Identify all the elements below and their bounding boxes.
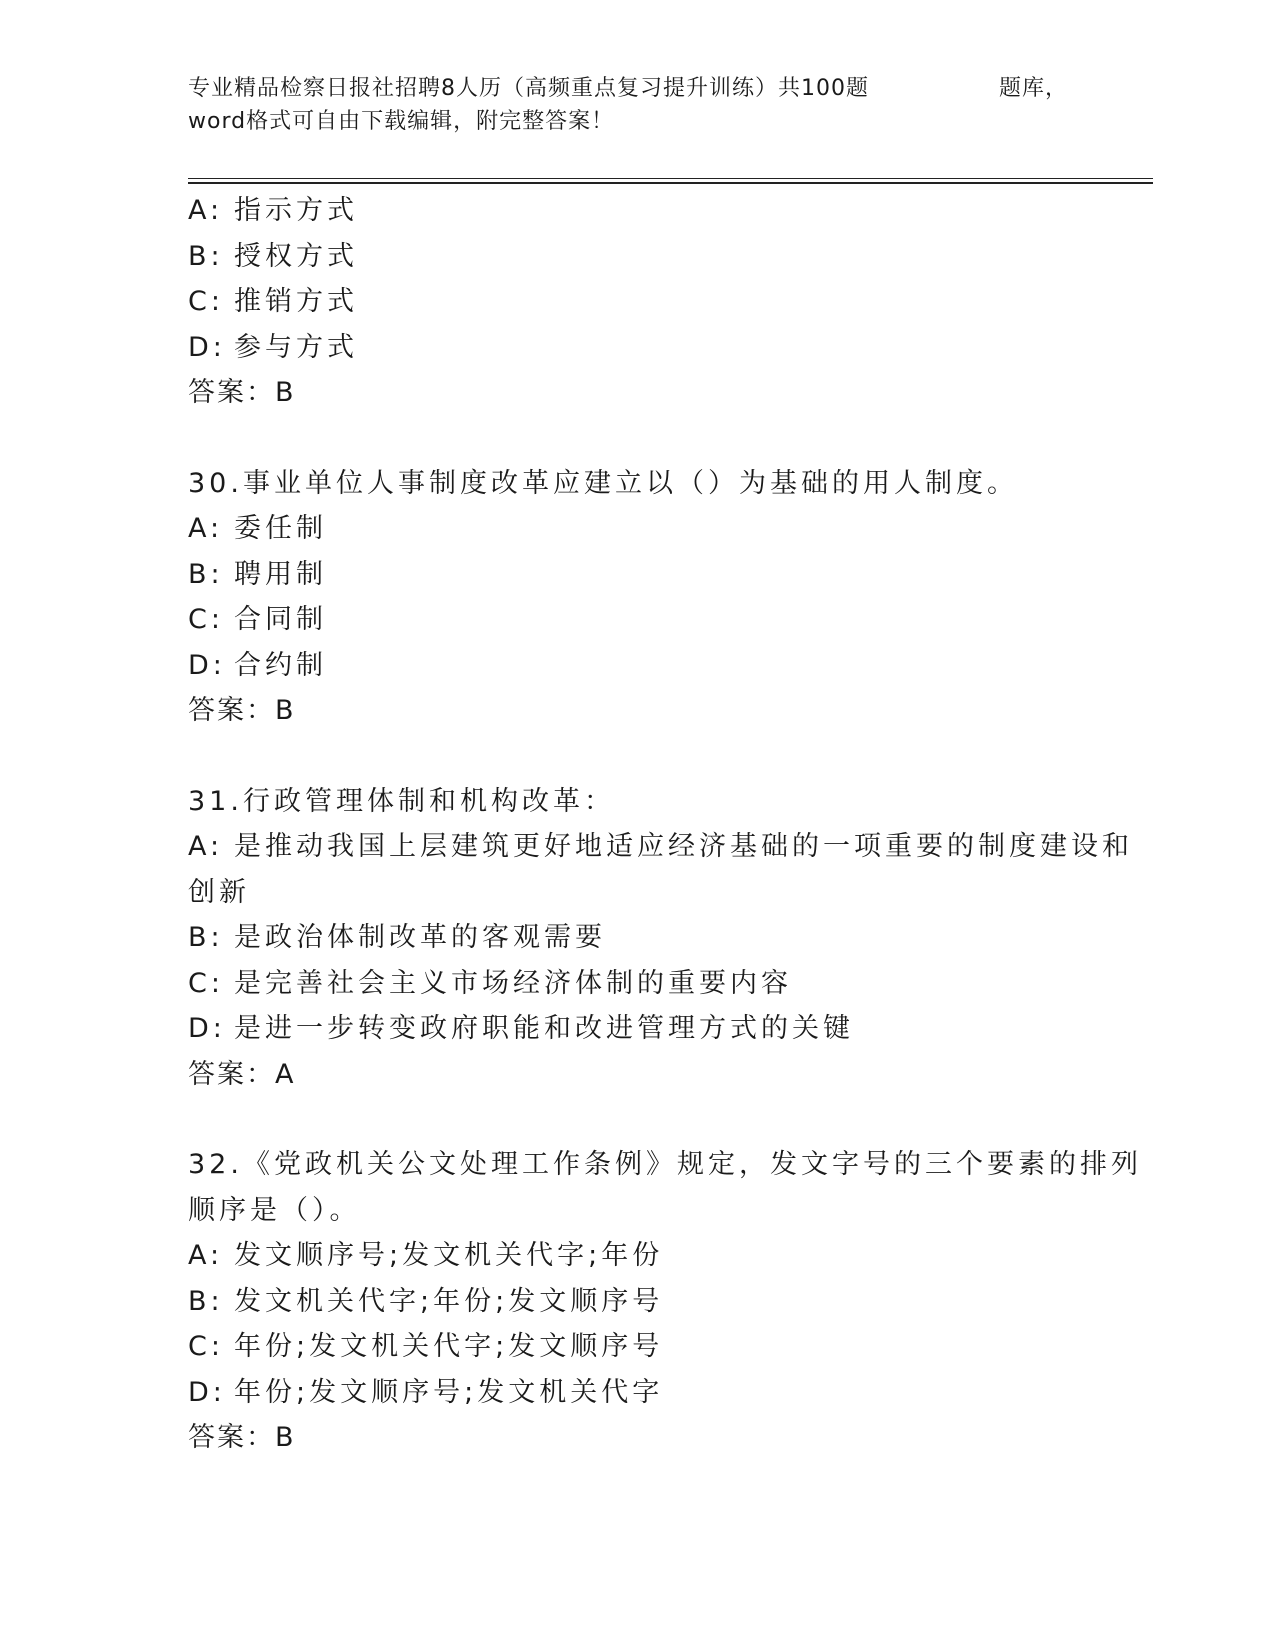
header-title-suffix: 题库， [998, 76, 1068, 101]
option-d: D: 是进一步转变政府职能和改进管理方式的关键 [188, 1013, 854, 1044]
question-stem: 30.事业单位人事制度改革应建立以（）为基础的用人制度。 [188, 467, 1018, 499]
option-a: A: 委任制 [188, 513, 327, 544]
option-c: C: 年份;发文机关代字;发文顺序号 [188, 1331, 664, 1362]
question-content [188, 188, 1142, 1461]
option-a: A: 是推动我国上层建筑更好地适应经济基础的一项重要的制度建设和 [188, 831, 1133, 862]
answer: 答案：B [188, 695, 296, 726]
header-divider-thick [188, 182, 1153, 184]
page-header [188, 72, 1068, 138]
header-divider-thin [188, 178, 1153, 179]
question-stem: 31.行政管理体制和机构改革： [188, 785, 615, 817]
option-b: B: 聘用制 [188, 558, 327, 590]
option-a: A: 指示方式 [188, 195, 358, 226]
option-c: C: 推销方式 [188, 286, 358, 317]
option-a-continued: 创新 [188, 876, 250, 908]
header-title: 专业精品检察日报社招聘8人历（高频重点复习提升训练）共100题 [188, 76, 869, 101]
option-d: D: 年份;发文顺序号;发文机关代字 [188, 1376, 664, 1408]
option-b: B: 发文机关代字;年份;发文顺序号 [188, 1285, 664, 1317]
question-stem: 32.《党政机关公文处理工作条例》规定，发文字号的三个要素的排列 [188, 1149, 1142, 1180]
question-29 [188, 188, 1088, 416]
option-a: A: 发文顺序号;发文机关代字;年份 [188, 1240, 664, 1271]
answer: 答案：B [188, 1422, 296, 1453]
header-subtitle: word格式可自由下载编辑，附完整答案！ [188, 109, 615, 134]
option-b: B: 授权方式 [188, 240, 358, 272]
answer: 答案：A [188, 1058, 296, 1090]
answer: 答案：B [188, 377, 296, 408]
option-c: C: 合同制 [188, 604, 327, 635]
option-d: D: 合约制 [188, 649, 327, 681]
question-32 [188, 1142, 1142, 1461]
question-30 [188, 461, 1088, 734]
question-31 [188, 779, 1133, 1098]
option-b: B: 是政治体制改革的客观需要 [188, 922, 606, 953]
option-c: C: 是完善社会主义市场经济体制的重要内容 [188, 967, 792, 999]
question-stem-continued: 顺序是（）。 [188, 1194, 361, 1226]
option-d: D: 参与方式 [188, 331, 358, 363]
